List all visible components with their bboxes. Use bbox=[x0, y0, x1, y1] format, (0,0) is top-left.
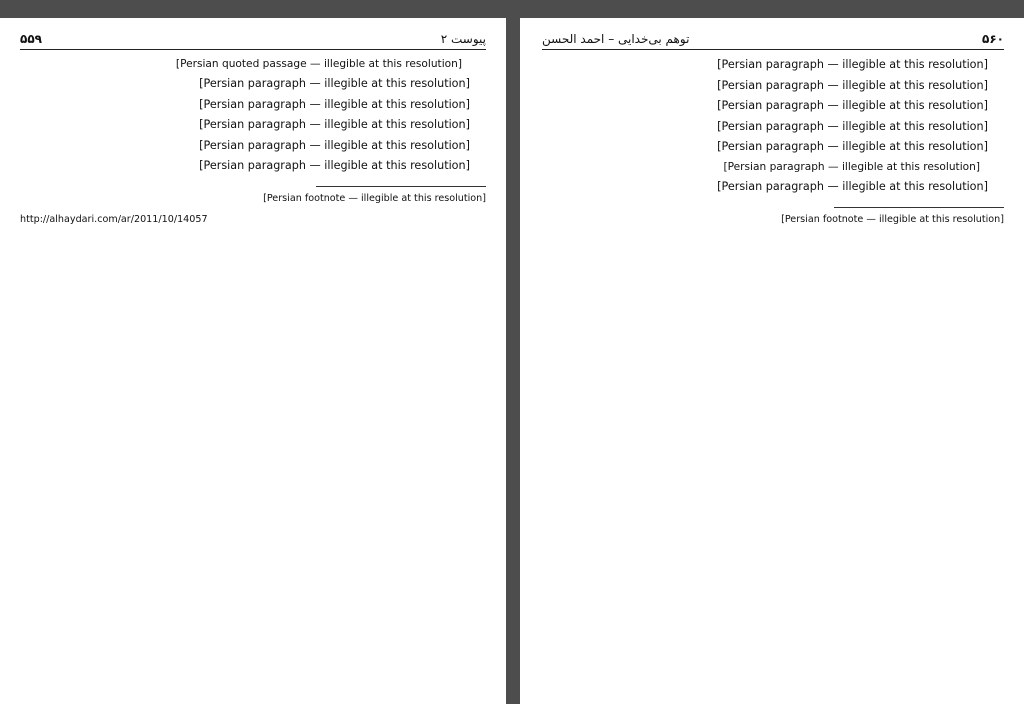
page-left bbox=[0, 18, 506, 704]
page-body bbox=[542, 56, 1004, 197]
page-body bbox=[20, 56, 486, 176]
running-title: توهم بی‌خدایی – احمد الحسن bbox=[542, 32, 690, 46]
paragraph: [Persian paragraph — illegible at this resolution] bbox=[199, 159, 470, 173]
footnote-url[interactable]: http://alhaydari.com/ar/2011/10/14057 bbox=[20, 213, 208, 225]
footnote: [Persian footnote — illegible at this resolution] bbox=[263, 192, 486, 204]
paragraph: [Persian paragraph — illegible at this resolution] bbox=[199, 138, 470, 152]
page-header bbox=[542, 32, 1004, 50]
page-header bbox=[20, 32, 486, 50]
running-title: پیوست ۲ bbox=[440, 32, 486, 46]
paragraph: [Persian paragraph — illegible at this resolution] bbox=[717, 58, 988, 71]
paragraph: [Persian paragraph — illegible at this resolution] bbox=[717, 179, 988, 193]
footnote-separator bbox=[834, 207, 1004, 208]
block-quote: [Persian quoted passage — illegible at this resolution] bbox=[175, 58, 462, 70]
paragraph: [Persian paragraph — illegible at this resolution] bbox=[717, 99, 988, 113]
block-quote: [Persian paragraph — illegible at this resolution] bbox=[723, 160, 980, 173]
paragraph: [Persian paragraph — illegible at this resolution] bbox=[717, 78, 988, 92]
page-right bbox=[520, 18, 1024, 704]
paragraph: [Persian paragraph — illegible at this resolution] bbox=[199, 118, 470, 132]
paragraph: [Persian paragraph — illegible at this resolution] bbox=[199, 77, 470, 90]
footnote: [Persian footnote — illegible at this resolution] bbox=[781, 213, 1004, 225]
paragraph: [Persian paragraph — illegible at this resolution] bbox=[717, 140, 988, 154]
paragraph: [Persian paragraph — illegible at this resolution] bbox=[199, 97, 470, 111]
footnote-separator bbox=[316, 186, 486, 187]
page-number: ۵۵۹ bbox=[20, 32, 42, 46]
paragraph: [Persian paragraph — illegible at this resolution] bbox=[717, 119, 988, 133]
page-number: ۵۶۰ bbox=[982, 32, 1004, 46]
